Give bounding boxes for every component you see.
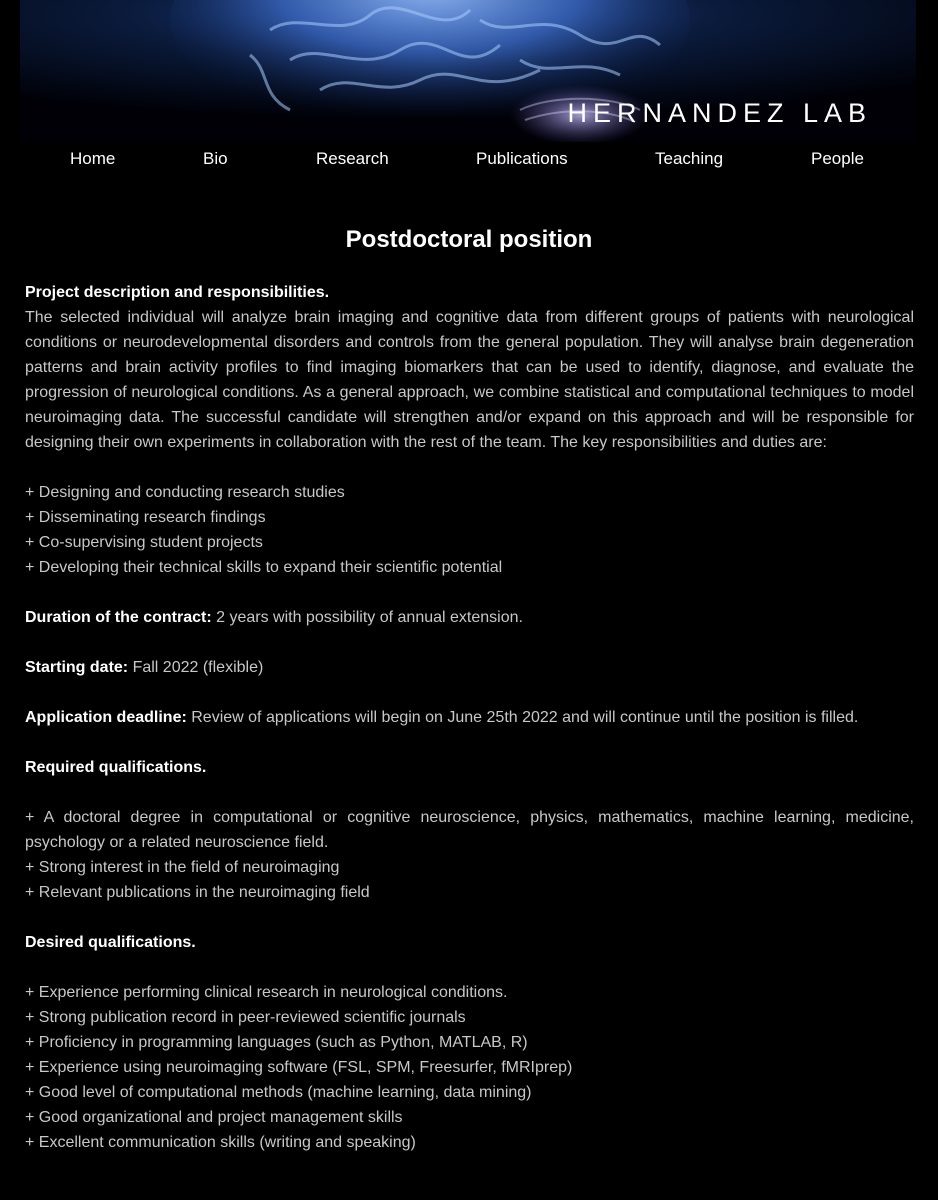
lab-title: HERNANDEZ LAB [567,98,872,128]
deadline-value: Review of applications will begin on June 25th 2022 and will continue until the position is filled. [186,709,859,726]
desired-item: + Excellent communication skills (writing and speaking) [25,1134,416,1151]
required-item: + Relevant publications in the neuroimaging field [25,884,370,901]
project-description: The selected individual will analyze brain imaging and cognitive data from different groups of patients with neurological conditions or neurodevelopmental disorders and controls from the general population. They will analyse brain degeneration patterns and brain activity profiles to find imaging biomarkers that can be used to identify, diagnose, and evaluate the progression of neurological conditions. As a general approach, we combine statistical and computational techniques to model neuroimaging data. The successful candidate will strengthen and/or expand on this approach and will be responsible for designing their own experiments in collaboration with the rest of the team. The key responsibilities and duties are: [25,309,914,451]
nav-publications[interactable]: Publications [476,149,568,168]
main-content [25,280,914,1155]
main-nav [0,149,938,173]
page-title: Postdoctoral position [345,226,593,253]
start-label: Starting date: [25,659,129,676]
required-item: + A doctoral degree in computational or cognitive neuroscience, physics, mathematics, machine learning, medicine, psychology or a related neuroscience field. [25,809,914,851]
nav-research[interactable]: Research [316,149,389,168]
nav-bio[interactable]: Bio [203,149,228,168]
starting-date [25,655,914,680]
application-deadline [25,705,914,730]
start-value: Fall 2022 (flexible) [128,659,264,676]
required-heading: Required qualifications. [25,759,207,776]
deadline-label: Application deadline: [25,709,187,726]
nav-people[interactable]: People [811,149,864,168]
duty-item: + Co-supervising student projects [25,534,263,551]
project-heading: Project description and responsibilities. [25,284,330,301]
nav-home[interactable]: Home [70,149,116,168]
contract-duration [25,605,914,630]
duty-item: + Developing their technical skills to expand their scientific potential [25,559,503,576]
desired-item: + Experience performing clinical research in neurological conditions. [25,984,508,1001]
nav-teaching[interactable]: Teaching [655,149,724,168]
required-item: + Strong interest in the field of neuroimaging [25,859,340,876]
desired-item: + Experience using neuroimaging software (FSL, SPM, Freesurfer, fMRIprep) [25,1059,573,1076]
header-banner [0,0,938,142]
desired-item: + Proficiency in programming languages (such as Python, MATLAB, R) [25,1034,528,1051]
desired-item: + Strong publication record in peer-reviewed scientific journals [25,1009,466,1026]
desired-item: + Good level of computational methods (machine learning, data mining) [25,1084,532,1101]
contract-value: 2 years with possibility of annual extension. [211,609,523,626]
desired-heading: Desired qualifications. [25,934,196,951]
duty-item: + Disseminating research findings [25,509,266,526]
duty-item: + Designing and conducting research studies [25,484,345,501]
contract-label: Duration of the contract: [25,609,212,626]
desired-item: + Good organizational and project management skills [25,1109,403,1126]
